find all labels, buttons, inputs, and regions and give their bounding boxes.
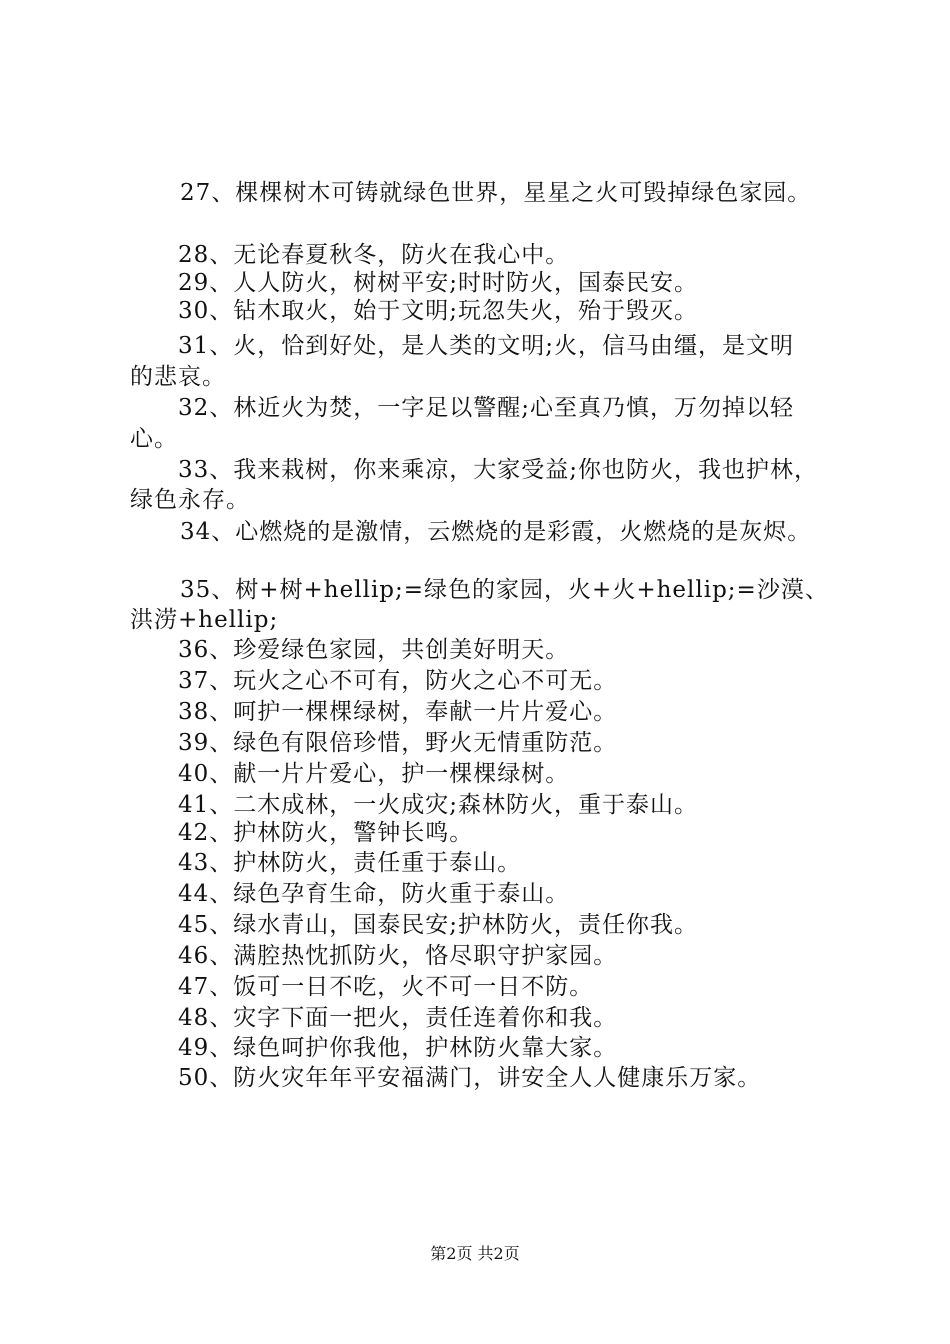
text-line-27: 27、棵棵树木可铸就绿色世界，星星之火可毁掉绿色家园。 <box>180 180 812 206</box>
text-line-31-cont: 的悲哀。 <box>130 364 226 390</box>
text-line-50: 50、防火灾年年平安福满门，讲安全人人健康乐万家。 <box>178 1065 762 1091</box>
text-line-46: 46、满腔热忱抓防火，恪尽职守护家园。 <box>178 943 618 969</box>
text-line-32-cont: 心。 <box>130 426 178 452</box>
text-line-35-cont: 洪涝+hellip; <box>130 607 279 633</box>
text-line-42: 42、护林防火，警钟长鸣。 <box>178 820 474 846</box>
text-line-39: 39、绿色有限倍珍惜，野火无情重防范。 <box>178 730 618 756</box>
text-line-29: 29、人人防火，树树平安;时时防火，国泰民安。 <box>178 270 699 296</box>
text-line-28: 28、无论春夏秋冬，防火在我心中。 <box>178 242 570 268</box>
page-number-footer: 第2页 共2页 <box>430 1244 520 1263</box>
text-line-33-cont: 绿色永存。 <box>130 487 250 513</box>
text-line-34: 34、心燃烧的是激情，云燃烧的是彩霞，火燃烧的是灰烬。 <box>180 519 812 545</box>
text-line-40: 40、献一片片爱心，护一棵棵绿树。 <box>178 761 570 787</box>
text-line-35: 35、树+树+hellip;=绿色的家园，火+火+hellip;=沙漠、 <box>180 577 829 603</box>
text-line-44: 44、绿色孕育生命，防火重于泰山。 <box>178 881 570 907</box>
text-line-33: 33、我来栽树，你来乘凉，大家受益;你也防火，我也护林， <box>178 457 819 483</box>
text-line-45: 45、绿水青山，国泰民安;护林防火，责任你我。 <box>178 912 699 938</box>
text-line-41: 41、二木成林，一火成灾;森林防火，重于泰山。 <box>178 792 699 818</box>
text-line-36: 36、珍爱绿色家园，共创美好明天。 <box>178 637 570 663</box>
text-line-32: 32、林近火为焚，一字足以警醒;心至真乃慎，万勿掉以轻 <box>178 395 795 421</box>
text-line-49: 49、绿色呵护你我他，护林防火靠大家。 <box>178 1035 618 1061</box>
text-line-48: 48、灾字下面一把火，责任连着你和我。 <box>178 1005 618 1031</box>
text-line-47: 47、饭可一日不吃，火不可一日不防。 <box>178 974 594 1000</box>
text-line-43: 43、护林防火，责任重于泰山。 <box>178 850 522 876</box>
text-line-31: 31、火，恰到好处，是人类的文明;火，信马由缰，是文明 <box>178 333 795 359</box>
text-line-37: 37、玩火之心不可有，防火之心不可无。 <box>178 668 618 694</box>
text-line-30: 30、钻木取火，始于文明;玩忽失火，殆于毁灭。 <box>178 298 699 324</box>
text-line-38: 38、呵护一棵棵绿树，奉献一片片爱心。 <box>178 699 618 725</box>
